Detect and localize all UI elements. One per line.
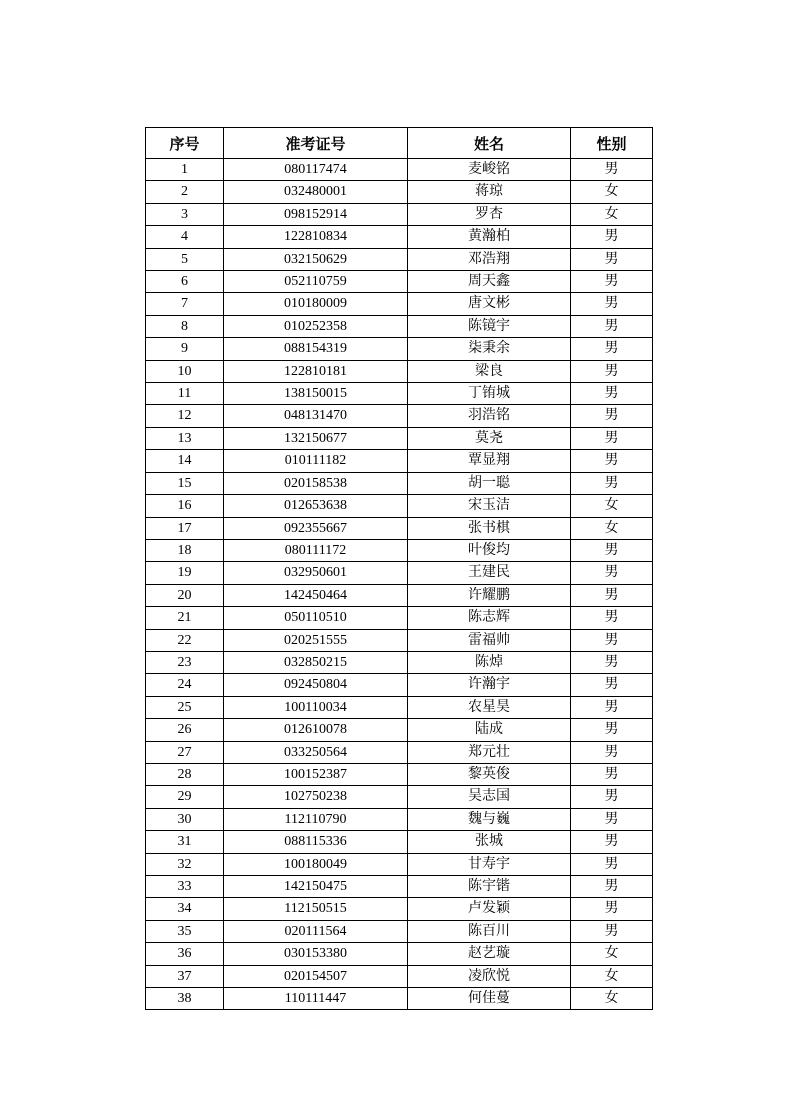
table-header-row xyxy=(146,128,653,159)
table-row xyxy=(146,360,653,382)
table-row xyxy=(146,181,653,203)
gender-cell: 男 xyxy=(571,472,653,494)
name-cell: 罗杏 xyxy=(408,203,571,225)
table-row xyxy=(146,248,653,270)
admission-ticket-number-cell: 100110034 xyxy=(224,696,408,718)
name-cell: 麦峻铭 xyxy=(408,159,571,181)
admission-ticket-number-cell: 112110790 xyxy=(224,808,408,830)
gender-cell: 男 xyxy=(571,651,653,673)
gender-cell: 男 xyxy=(571,159,653,181)
name-cell: 丁铕城 xyxy=(408,383,571,405)
table-row xyxy=(146,607,653,629)
serial-number-cell: 17 xyxy=(146,517,224,539)
serial-number-cell: 15 xyxy=(146,472,224,494)
serial-number-cell: 14 xyxy=(146,450,224,472)
gender-cell: 女 xyxy=(571,203,653,225)
name-cell: 蒋琼 xyxy=(408,181,571,203)
gender-cell: 男 xyxy=(571,562,653,584)
table-header xyxy=(146,128,653,159)
serial-number-cell: 4 xyxy=(146,226,224,248)
table-row xyxy=(146,539,653,561)
table-row xyxy=(146,898,653,920)
serial-number-cell: 1 xyxy=(146,159,224,181)
admission-ticket-number-cell: 100180049 xyxy=(224,853,408,875)
table-row xyxy=(146,338,653,360)
name-cell: 陈志辉 xyxy=(408,607,571,629)
name-cell: 梁良 xyxy=(408,360,571,382)
name-cell: 陆成 xyxy=(408,719,571,741)
gender-cell: 男 xyxy=(571,831,653,853)
serial-number-cell: 36 xyxy=(146,943,224,965)
serial-number-cell: 2 xyxy=(146,181,224,203)
gender-cell: 女 xyxy=(571,943,653,965)
name-cell: 魏与巍 xyxy=(408,808,571,830)
serial-number-cell: 27 xyxy=(146,741,224,763)
table-row xyxy=(146,629,653,651)
serial-number-cell: 35 xyxy=(146,920,224,942)
name-cell: 许耀鹏 xyxy=(408,584,571,606)
admission-ticket-number-cell: 010180009 xyxy=(224,293,408,315)
gender-cell: 男 xyxy=(571,920,653,942)
gender-cell: 男 xyxy=(571,607,653,629)
admission-ticket-number-cell: 020111564 xyxy=(224,920,408,942)
gender-cell: 男 xyxy=(571,539,653,561)
serial-number-cell: 22 xyxy=(146,629,224,651)
name-cell: 唐文彬 xyxy=(408,293,571,315)
name-cell: 卢发颖 xyxy=(408,898,571,920)
serial-number-cell: 13 xyxy=(146,427,224,449)
admission-ticket-number-cell: 020251555 xyxy=(224,629,408,651)
table-row xyxy=(146,271,653,293)
admission-ticket-number-cell: 032480001 xyxy=(224,181,408,203)
name-cell: 凌欣悦 xyxy=(408,965,571,987)
table-row xyxy=(146,226,653,248)
name-cell: 莫尧 xyxy=(408,427,571,449)
table-row xyxy=(146,159,653,181)
admission-ticket-number-cell: 052110759 xyxy=(224,271,408,293)
serial-number-cell: 7 xyxy=(146,293,224,315)
admission-ticket-number-cell: 100152387 xyxy=(224,763,408,785)
gender-cell: 男 xyxy=(571,584,653,606)
serial-number-cell: 18 xyxy=(146,539,224,561)
serial-number-cell: 24 xyxy=(146,674,224,696)
serial-number-cell: 25 xyxy=(146,696,224,718)
name-cell: 胡一聪 xyxy=(408,472,571,494)
gender-cell: 女 xyxy=(571,988,653,1010)
admission-ticket-number-cell: 098152914 xyxy=(224,203,408,225)
serial-number-cell: 37 xyxy=(146,965,224,987)
name-cell: 柒秉余 xyxy=(408,338,571,360)
serial-number-cell: 28 xyxy=(146,763,224,785)
table-row xyxy=(146,853,653,875)
admission-ticket-number-cell: 010111182 xyxy=(224,450,408,472)
admission-ticket-number-cell: 020158538 xyxy=(224,472,408,494)
serial-number-cell: 33 xyxy=(146,876,224,898)
admission-ticket-number-cell: 010252358 xyxy=(224,315,408,337)
table-row xyxy=(146,741,653,763)
gender-cell: 男 xyxy=(571,696,653,718)
admission-ticket-number-cell: 132150677 xyxy=(224,427,408,449)
gender-cell: 男 xyxy=(571,293,653,315)
serial-number-cell: 38 xyxy=(146,988,224,1010)
gender-cell: 男 xyxy=(571,248,653,270)
admission-ticket-number-cell: 092450804 xyxy=(224,674,408,696)
admission-ticket-number-cell: 088115336 xyxy=(224,831,408,853)
admission-ticket-number-cell: 032950601 xyxy=(224,562,408,584)
gender-cell: 男 xyxy=(571,629,653,651)
admission-ticket-number-cell: 032850215 xyxy=(224,651,408,673)
table-row xyxy=(146,943,653,965)
gender-cell: 男 xyxy=(571,360,653,382)
serial-number-cell: 5 xyxy=(146,248,224,270)
admission-ticket-number-cell: 142450464 xyxy=(224,584,408,606)
serial-number-cell: 34 xyxy=(146,898,224,920)
table-row xyxy=(146,763,653,785)
admission-ticket-number-cell: 048131470 xyxy=(224,405,408,427)
name-cell: 羽浩铭 xyxy=(408,405,571,427)
table-row xyxy=(146,808,653,830)
gender-cell: 男 xyxy=(571,338,653,360)
gender-cell: 男 xyxy=(571,405,653,427)
serial-number-cell: 12 xyxy=(146,405,224,427)
admission-ticket-number-cell: 110111447 xyxy=(224,988,408,1010)
table-row xyxy=(146,293,653,315)
admission-ticket-number-cell: 142150475 xyxy=(224,876,408,898)
name-cell: 陈镜宇 xyxy=(408,315,571,337)
serial-number-cell: 21 xyxy=(146,607,224,629)
gender-cell: 男 xyxy=(571,741,653,763)
table-row xyxy=(146,315,653,337)
serial-number-cell: 26 xyxy=(146,719,224,741)
serial-number-cell: 8 xyxy=(146,315,224,337)
admission-ticket-number-cell: 092355667 xyxy=(224,517,408,539)
table-row xyxy=(146,988,653,1010)
admission-ticket-number-cell: 050110510 xyxy=(224,607,408,629)
gender-cell: 男 xyxy=(571,763,653,785)
table-row xyxy=(146,495,653,517)
table-body xyxy=(146,159,653,1010)
name-cell: 许瀚宇 xyxy=(408,674,571,696)
name-cell: 赵艺璇 xyxy=(408,943,571,965)
serial-number-cell: 19 xyxy=(146,562,224,584)
serial-number-cell: 11 xyxy=(146,383,224,405)
serial-number-cell: 31 xyxy=(146,831,224,853)
serial-number-cell: 30 xyxy=(146,808,224,830)
serial-number-cell: 9 xyxy=(146,338,224,360)
table-row xyxy=(146,719,653,741)
name-cell: 何佳蔓 xyxy=(408,988,571,1010)
admission-ticket-number-cell: 112150515 xyxy=(224,898,408,920)
gender-cell: 女 xyxy=(571,181,653,203)
gender-cell: 男 xyxy=(571,898,653,920)
header-admission-ticket-number: 准考证号 xyxy=(224,128,408,159)
admission-ticket-number-cell: 080117474 xyxy=(224,159,408,181)
table-row xyxy=(146,876,653,898)
admission-ticket-number-cell: 122810181 xyxy=(224,360,408,382)
table-row xyxy=(146,965,653,987)
gender-cell: 男 xyxy=(571,719,653,741)
table-row xyxy=(146,383,653,405)
table-row xyxy=(146,450,653,472)
gender-cell: 女 xyxy=(571,965,653,987)
name-cell: 覃显翔 xyxy=(408,450,571,472)
name-cell: 雷福帅 xyxy=(408,629,571,651)
admission-ticket-number-cell: 122810834 xyxy=(224,226,408,248)
admission-ticket-number-cell: 080111172 xyxy=(224,539,408,561)
table-row xyxy=(146,427,653,449)
serial-number-cell: 20 xyxy=(146,584,224,606)
name-cell: 周天鑫 xyxy=(408,271,571,293)
name-cell: 邓浩翔 xyxy=(408,248,571,270)
serial-number-cell: 10 xyxy=(146,360,224,382)
admission-ticket-number-cell: 138150015 xyxy=(224,383,408,405)
table-row xyxy=(146,920,653,942)
serial-number-cell: 29 xyxy=(146,786,224,808)
serial-number-cell: 23 xyxy=(146,651,224,673)
table-row xyxy=(146,405,653,427)
gender-cell: 男 xyxy=(571,786,653,808)
table-row xyxy=(146,696,653,718)
name-cell: 陈百川 xyxy=(408,920,571,942)
table-row xyxy=(146,584,653,606)
name-cell: 吴志国 xyxy=(408,786,571,808)
exam-roster-table xyxy=(145,127,653,1010)
name-cell: 黄瀚柏 xyxy=(408,226,571,248)
table-row xyxy=(146,517,653,539)
table-row xyxy=(146,472,653,494)
gender-cell: 女 xyxy=(571,495,653,517)
gender-cell: 男 xyxy=(571,876,653,898)
name-cell: 宋玉洁 xyxy=(408,495,571,517)
admission-ticket-number-cell: 020154507 xyxy=(224,965,408,987)
gender-cell: 男 xyxy=(571,226,653,248)
admission-ticket-number-cell: 033250564 xyxy=(224,741,408,763)
table-row xyxy=(146,562,653,584)
name-cell: 张城 xyxy=(408,831,571,853)
header-name: 姓名 xyxy=(408,128,571,159)
name-cell: 张书棋 xyxy=(408,517,571,539)
name-cell: 陈焯 xyxy=(408,651,571,673)
header-gender: 性别 xyxy=(571,128,653,159)
serial-number-cell: 32 xyxy=(146,853,224,875)
gender-cell: 男 xyxy=(571,271,653,293)
admission-ticket-number-cell: 030153380 xyxy=(224,943,408,965)
gender-cell: 女 xyxy=(571,517,653,539)
table-row xyxy=(146,786,653,808)
name-cell: 农星昊 xyxy=(408,696,571,718)
gender-cell: 男 xyxy=(571,427,653,449)
admission-ticket-number-cell: 012610078 xyxy=(224,719,408,741)
gender-cell: 男 xyxy=(571,383,653,405)
name-cell: 黎英俊 xyxy=(408,763,571,785)
name-cell: 王建民 xyxy=(408,562,571,584)
admission-ticket-number-cell: 088154319 xyxy=(224,338,408,360)
admission-ticket-number-cell: 012653638 xyxy=(224,495,408,517)
name-cell: 甘寿宇 xyxy=(408,853,571,875)
gender-cell: 男 xyxy=(571,315,653,337)
table-row xyxy=(146,651,653,673)
admission-ticket-number-cell: 032150629 xyxy=(224,248,408,270)
serial-number-cell: 3 xyxy=(146,203,224,225)
name-cell: 陈宇锴 xyxy=(408,876,571,898)
gender-cell: 男 xyxy=(571,853,653,875)
table-row xyxy=(146,203,653,225)
serial-number-cell: 16 xyxy=(146,495,224,517)
table-row xyxy=(146,674,653,696)
name-cell: 郑元壮 xyxy=(408,741,571,763)
admission-ticket-number-cell: 102750238 xyxy=(224,786,408,808)
name-cell: 叶俊均 xyxy=(408,539,571,561)
table-row xyxy=(146,831,653,853)
gender-cell: 男 xyxy=(571,450,653,472)
header-serial-number: 序号 xyxy=(146,128,224,159)
gender-cell: 男 xyxy=(571,808,653,830)
gender-cell: 男 xyxy=(571,674,653,696)
serial-number-cell: 6 xyxy=(146,271,224,293)
